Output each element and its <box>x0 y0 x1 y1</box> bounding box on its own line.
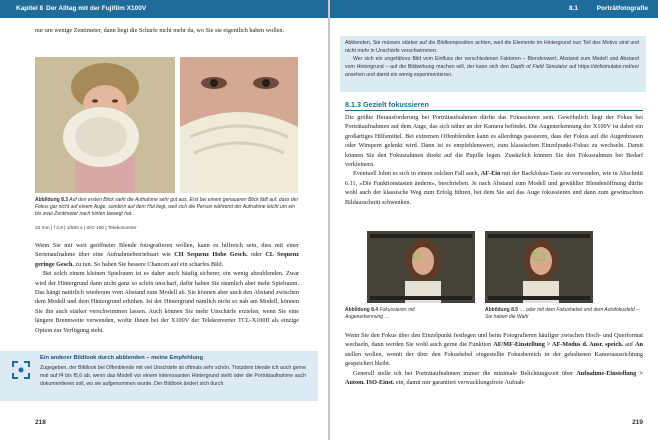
left-header <box>0 0 328 18</box>
figure-8-4-caption <box>345 307 445 321</box>
right-chapter-number: 8.1 <box>568 5 578 12</box>
section-heading: 8.1.3 Gezielt fokussieren <box>345 100 429 109</box>
focus-lever-screen-graphic <box>485 231 593 303</box>
portrait-photo-hat-graphic <box>35 57 175 193</box>
right-page <box>330 0 658 440</box>
portrait-photo-hat <box>35 57 175 193</box>
figure-8-3-label: Abbildung 8.3 <box>35 197 69 203</box>
section-rule <box>345 110 643 111</box>
left-chapter-title: Der Alltag mit der Fujifilm X100V <box>46 5 147 12</box>
recommendation-box-text: Zugegeben, der Bildlook bei Offenblende mit viel Unschärfe ist oftmals sehr schön. Trotzdem blende ich auch gerne mal auf f4 bis f5,6 ab, wenn das Modell vor einem interessanten Hintergrund steht oder die Porträtaufnahme auch dokumentieren soll, wo sie aufgenommen wurde. Der Bildlook ändert sich durch <box>40 365 306 387</box>
focus-lever-screen-photo <box>485 231 593 303</box>
focus-frame-icon <box>12 361 30 379</box>
figure-8-3-specs: 33 mm | f 2,8 | 1/500 s | ISO 160 | Telekonverter <box>35 226 137 231</box>
right-body-text-1: Die größte Herausforderung bei Porträtaufnahmen dürfte das Fokussieren sein. Gewöhnlich liegt der Fokus bei Porträtaufnahmen auf dem Auge, das sich näher an der Kamera befindet. Die Augenerkennung der X100V ist dabei ein großartiges Hilfsmittel. Bei extremen Offenblenden kann es allerdings passieren, dass der Fokus auf die Augenbrauen oder Wimpern gelenkt wird. Dann ist es empfehlenswert, zum klassischen Einzelpunkt-Fokus zu wechseln. Damit können Sie den Fokusrahmen direkt auf die Pupille legen. Zusätzlich können Sie den Fokusrahmen bei Bedarf verkleinern. Eventuell lohnt es sich in einem solchen Fall auch, AF-Ein mit der Backfokus-Taste zu verwenden, wie in Abschnitt 6.11, »Die Funktionstasten ändern«, beschrieben. Je nach Abstand zum Modell und gewählter Blendenöffnung dürfte wohl auch der klassische Weg zum Erfolg führen, bei dem Sie auf das Auge fokussieren und dann zum gewünschten Bildausschnitt schwenken. <box>345 114 643 206</box>
left-intro-text: nur um wenige Zentimeter, dann liegt die Schärfe nicht mehr da, wo Sie sie eigentlich haben wollen. <box>35 27 285 34</box>
figure-8-3-caption <box>35 197 299 218</box>
recommendation-box <box>0 351 318 401</box>
eye-detection-screen-graphic <box>367 231 475 303</box>
right-header <box>330 0 658 18</box>
portrait-photo-closeup <box>180 57 298 193</box>
right-body-text-2: Wenn Sie den Fokus über den Einzelpunkt festlegen und beim Fotografieren häufiger zwischen Hoch- und Querformat wechseln, dann werden Sie wohl auch gerne die Funktion AF/MF-Einstellung > AF-Modus d. Ausr. speich. auf An stellen wollen, womit der über den Fokushebel eingestellte Fokusbereich in der gehaltenen Kameraausrichtung gespeichert bleibt. Generell stelle ich bei Porträtaufnahmen immer die minimale Belichtungszeit über Aufnahme-Einstellung > Autom. ISO-Einst. ein, damit mir garantiert verwacklungsfreie Aufnah- <box>345 332 643 387</box>
continued-box-text: Abblenden, Sie müssen stärker auf die Bildkomposition achten, weil die Elemente im Hintergrund nun Teil des Motivs sind und nicht mehr in Unschärfe verschwimmen. Wer sich ein ungefähres Bild vom Einfluss der verschiedenen Faktoren – Blendenwert, Abstand zum Modell und Abstand vom Hintergrund – auf die Bildwirkung machen will, der kann sich den Depth of Field Simulator auf https://dofsimulator.net/en/ ansehen und damit ein wenig experimentieren. <box>345 40 639 78</box>
left-page-number: 218 <box>35 419 46 426</box>
left-page <box>0 0 328 440</box>
figure-8-3-text: Auf den ersten Blick sieht die Aufnahme sehr gut aus. Erst bei einem genaueren Blick fällt auf, dass der Fokus gar nicht auf einem Auge, sondern auf dem Hut liegt, weil sich die Person während der Aufnahme leicht um ein bis zwei Zentimeter nach hinten bewegt hat. <box>35 197 299 217</box>
figure-8-4-text: Fokussieren mit Augenerkennung … <box>345 307 415 320</box>
figure-8-5-label: Abbildung 8.5 <box>485 307 519 313</box>
continued-box <box>340 36 646 92</box>
right-chapter-title: Porträtfotografie <box>596 5 648 12</box>
eye-detection-screen-photo <box>367 231 475 303</box>
portrait-photo-closeup-graphic <box>180 57 298 193</box>
left-body-text: Wenn Sie mit weit geöffneter Blende fotografieren wollen, kann es hilfreich sein, dies mit einer Serienaufnahme über eine Aufnahmebetriebsart wie CH Sequenz Hohe Gesch. oder CL Sequenz geringe Gesch. zu tun. So haben Sie bessere Chancen auf ein scharfes Bild. Bei solch einem kleinen Spielraum ist es daher auch häufig sicherer, ein wenig abzublenden. Zwar wird der Hintergrund dann nicht ganz so schön unscharf, dafür haben Sie räumlich aber mehr Spielraum. Das hängt natürlich wiederum vom Abstand zum Modell ab. Sie können aber auch den Abstand zwischen dem Modell und dem Hintergrund erhöhen. Ist der Hintergrund nämlich nicht so nah am Modell, können Sie ihn auch stärker verschwimmen lassen. Auch können Sie mehr Unschärfe erzielen, wenn Sie eine längere Brennweite verwenden, wofür Ihnen bei der X100V der Telekonverter TCL-X100II als einzige Option zur Verfügung steht. <box>35 242 299 334</box>
figure-8-4-label: Abbildung 8.4 <box>345 307 379 313</box>
left-chapter-number: Kapitel 8 <box>16 5 44 12</box>
figure-8-5-text: … oder mit dem Fokushebel und dem Autofokusfeld – Sie haben die Wahl <box>485 307 639 320</box>
figure-8-5-caption <box>485 307 643 321</box>
recommendation-box-title: Ein anderer Bildlook durch abblenden – meine Empfehlung <box>40 355 203 361</box>
right-page-number: 219 <box>632 419 643 426</box>
